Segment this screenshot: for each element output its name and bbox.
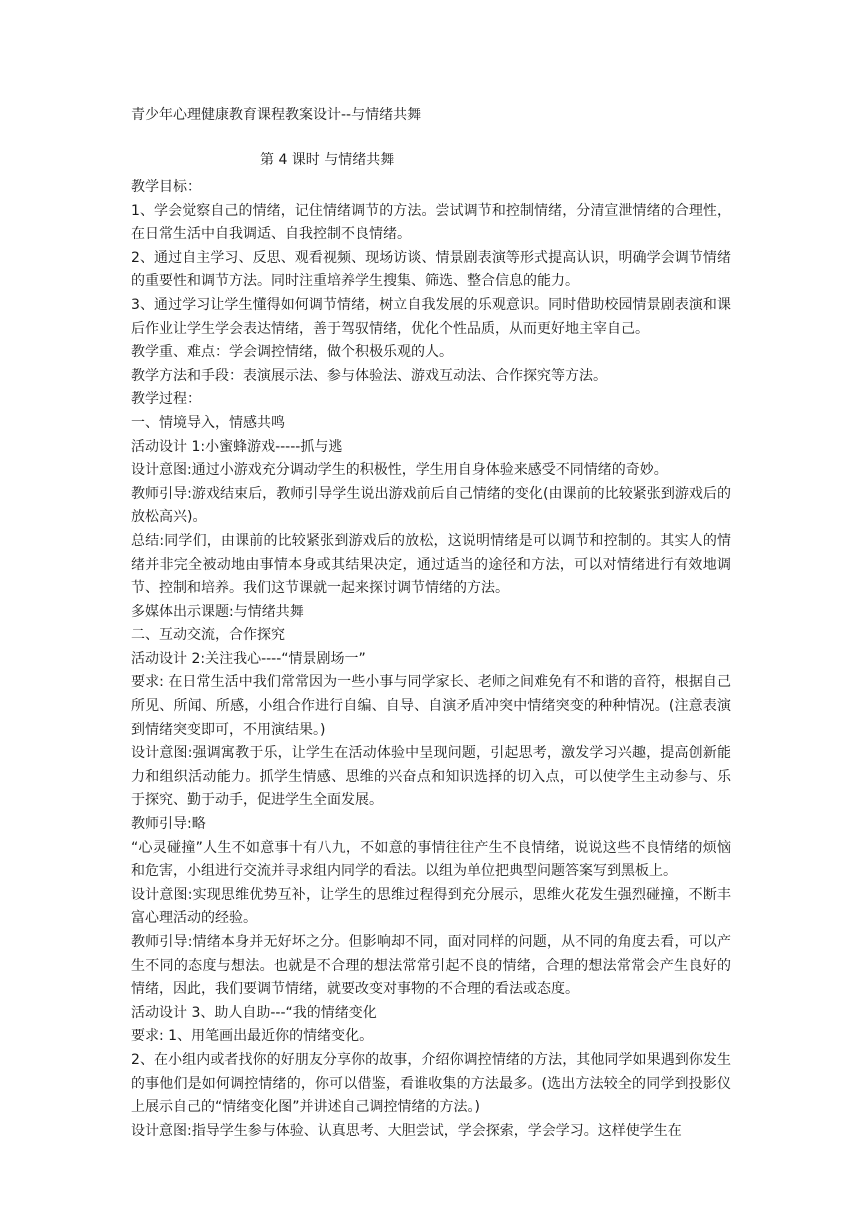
document-title: 青少年心理健康教育课程教案设计--与情绪共舞 <box>131 107 422 123</box>
paragraph-goal-3: 3、通过学习让学生懂得如何调节情绪，树立自我发展的乐观意识。同时借助校园情景剧表演和课后作业让学生学会表达情绪，善于驾驭情绪，优化个性品质，从而更好地主宰自己。 <box>131 296 731 337</box>
paragraph-requirement-2: 要求: 在日常生活中我们常常因为一些小事与同学家长、老师之间难免有不和谐的音符，根据自己所见、所闻、所感，小组合作进行自编、自导、自演矛盾冲突中情绪突变的种种情况。(注意表演到情绪突变即可，不用演结果。) <box>131 674 731 738</box>
paragraph-activity-3: 活动设计 3、助人自助---“我的情绪变化 <box>131 1004 377 1021</box>
paragraph-section-2-heading: 二、互动交流，合作探究 <box>131 627 285 644</box>
paragraph-teacher-guide-2: 教师引导:略 <box>131 816 206 833</box>
paragraph-design-intent-1: 设计意图:通过小游戏充分调动学生的积极性，学生用自身体验来感受不同情绪的奇妙。 <box>131 462 668 479</box>
paragraph-key-points: 教学重、难点：学会调控情绪，做个积极乐观的人。 <box>131 344 453 361</box>
paragraph-multimedia-topic: 多媒体出示课题:与情绪共舞 <box>131 603 304 620</box>
lesson-title: 第 4 课时 与情绪共舞 <box>260 152 395 168</box>
paragraph-requirement-3-2: 2、在小组内或者找你的好朋友分享你的故事，介绍你调控情绪的方法，其他同学如果遇到你发生的事他们是如何调控情绪的，你可以借鉴，看谁收集的方法最多。(选出方法较全的同学到投影仪上展示自己的“情绪变化图”并讲述自己调控情绪的方法。) <box>131 1051 731 1116</box>
paragraph-methods: 教学方法和手段：表演展示法、参与体验法、游戏互动法、合作探究等方法。 <box>131 367 607 384</box>
paragraph-section-1-heading: 一、情境导入，情感共鸣 <box>131 414 285 431</box>
paragraph-teaching-goals-heading: 教学目标： <box>131 179 201 195</box>
paragraph-teacher-guide-3: 教师引导:情绪本身并无好坏之分。但影响却不同，面对同样的问题，从不同的角度去看，可以产生不同的态度与想法。也就是不合理的想法常常引起不良的情绪，合理的想法常常会产生良好的情绪，因此，我们要调节情绪，就要改变对事物的不合理的看法或态度。 <box>131 934 731 998</box>
paragraph-design-intent-4: 设计意图:指导学生参与体验、认真思考、大胆尝试，学会探索，学会学习。这样使学生在 <box>131 1122 682 1139</box>
paragraph-activity-1: 活动设计 1:小蜜蜂游戏-----抓与逃 <box>131 438 343 455</box>
paragraph-process-heading: 教学过程： <box>131 391 201 408</box>
paragraph-teacher-guide-1: 教师引导:游戏结束后，教师引导学生说出游戏前后自己情绪的变化(由课前的比较紧张到游戏后的放松高兴)。 <box>131 485 731 526</box>
paragraph-summary: 总结:同学们，由课前的比较紧张到游戏后的放松，这说明情绪是可以调节和控制的。其实人的情绪并非完全被动地由事情本身或其结果决定，通过适当的途径和方法，可以对情绪进行有效地调节、控制和培养。我们这节课就一起来探讨调节情绪的方法。 <box>131 532 731 597</box>
paragraph-design-intent-3: 设计意图:实现思维优势互补，让学生的思维过程得到充分展示，思维火花发生强烈碰撞，不断丰富心理活动的经验。 <box>131 886 731 927</box>
paragraph-heart-collision: “心灵碰撞”人生不如意事十有八九，不如意的事情往往产生不良情绪，说说这些不良情绪的烦恼和危害，小组进行交流并寻求组内同学的看法。以组为单位把典型问题答案写到黑板上。 <box>131 839 731 880</box>
document-body <box>131 176 731 1143</box>
paragraph-goal-1: 1、学会觉察自己的情绪，记住情绪调节的方法。尝试调节和控制情绪，分清宣泄情绪的合理性，在日常生活中自我调适、自我控制不良情绪。 <box>131 202 731 243</box>
paragraph-requirement-3-1: 要求: 1、用笔画出最近你的情绪变化。 <box>131 1028 374 1045</box>
paragraph-design-intent-2: 设计意图:强调寓教于乐，让学生在活动体验中呈现问题，引起思考，激发学习兴趣，提高创新能力和组织活动能力。抓学生情感、思维的兴奋点和知识选择的切入点，可以使学生主动参与、乐于探究、勤于动手，促进学生全面发展。 <box>131 745 731 809</box>
paragraph-goal-2: 2、通过自主学习、反思、观看视频、现场访谈、情景剧表演等形式提高认识，明确学会调节情绪的重要性和调节方法。同时注重培养学生搜集、筛选、整合信息的能力。 <box>131 249 731 290</box>
paragraph-activity-2: 活动设计 2:关注我心----“情景剧场一” <box>131 650 366 667</box>
